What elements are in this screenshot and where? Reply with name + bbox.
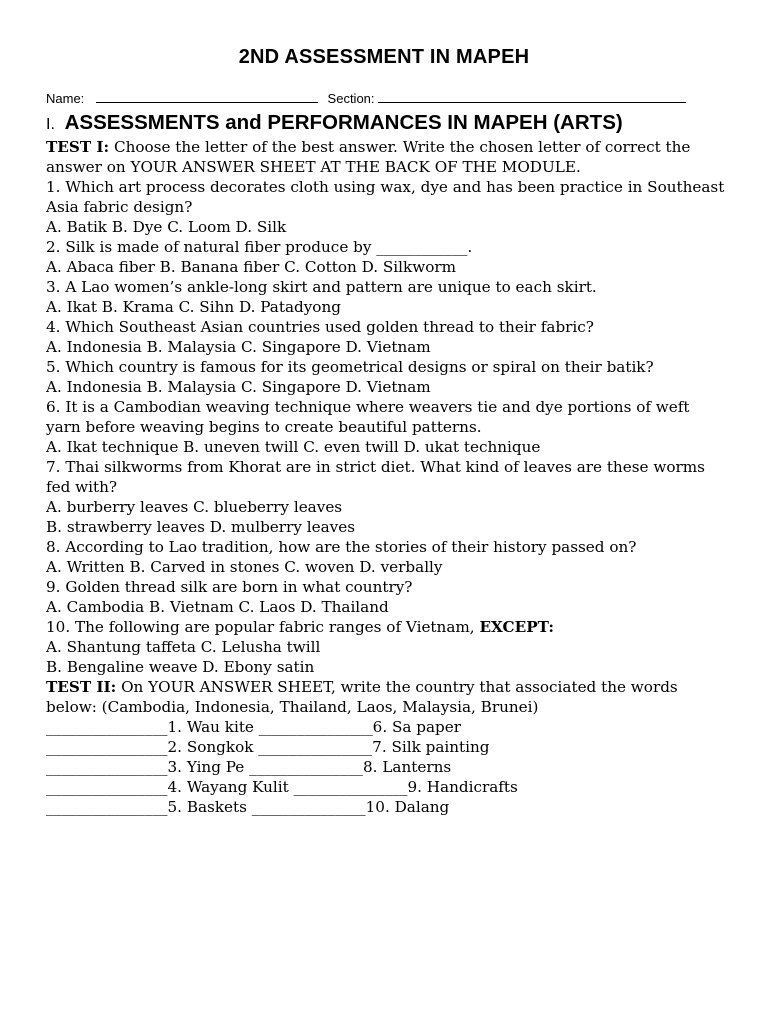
question-text: 6. It is a Cambodian weaving technique where weavers tie and dye portions of weft yarn before weaving begins to create beautiful patterns. [46, 398, 690, 436]
test2-instruction-text: On YOUR ANSWER SHEET, write the country that associated the words below: (Cambodia, Indonesia, Thailand, Laos, Malaysia, Brunei) [46, 678, 678, 716]
question-text: 7. Thai silkworms from Khorat are in strict diet. What kind of leaves are these worms fed with? [46, 458, 705, 496]
answer-options: A. Indonesia B. Malaysia C. Singapore D. Vietnam [46, 338, 431, 356]
question-text: 10. The following are popular fabric ranges of Vietnam, [46, 618, 475, 636]
test2-item-row: ________________5. Baskets _______________10. Dalang [46, 798, 450, 816]
question-text: 3. A Lao women’s ankle-long skirt and pattern are unique to each skirt. [46, 278, 597, 296]
page-title: 2ND ASSESSMENT IN MAPEH [238, 46, 530, 68]
question-10 [46, 617, 726, 677]
answer-options: A. Abaca fiber B. Banana fiber C. Cotton D. Silkworm [46, 258, 457, 276]
question-5 [46, 357, 726, 397]
question-8 [46, 537, 726, 577]
answer-options: A. Cambodia B. Vietnam C. Laos D. Thailand [46, 598, 389, 616]
test1-label: TEST I: [46, 138, 110, 156]
question-9 [46, 577, 726, 617]
test2-item-row: ________________2. Songkok _______________7. Silk painting [46, 738, 490, 756]
question-text-row [46, 617, 726, 637]
answer-options: A. Ikat technique B. uneven twill C. even twill D. ukat technique [46, 438, 541, 456]
question-text: 2. Silk is made of natural fiber produce by ____________. [46, 238, 473, 256]
answer-options: B. strawberry leaves D. mulberry leaves [46, 518, 355, 536]
name-section-row [46, 90, 706, 106]
section-label: Section: [327, 91, 375, 106]
test1-instructions [46, 137, 726, 177]
answer-options: A. Written B. Carved in stones C. woven D. verbally [46, 558, 443, 576]
test-content [46, 137, 726, 817]
section-blank-line[interactable] [378, 90, 686, 103]
answer-options: A. Shantung taffeta C. Lelusha twill [46, 638, 321, 656]
test2-item-row: ________________3. Ying Pe _______________8. Lanterns [46, 758, 452, 776]
name-label: Name: [46, 91, 85, 106]
question-text: 4. Which Southeast Asian countries used golden thread to their fabric? [46, 318, 594, 336]
section-number: I. [46, 116, 55, 133]
question-2 [46, 237, 726, 277]
name-blank-line[interactable] [96, 90, 318, 103]
test2-label: TEST II: [46, 678, 117, 696]
question-4 [46, 317, 726, 357]
test2-item-row: ________________1. Wau kite _______________6. Sa paper [46, 718, 462, 736]
section-heading [46, 111, 623, 135]
test2-item-row: ________________4. Wayang Kulit _______________9. Handicrafts [46, 778, 518, 796]
question-text: 8. According to Lao tradition, how are the stories of their history passed on? [46, 538, 637, 556]
question-emphasis: EXCEPT: [479, 618, 554, 636]
question-3 [46, 277, 726, 317]
answer-options: A. Ikat B. Krama C. Sihn D. Patadyong [46, 298, 341, 316]
question-6 [46, 397, 726, 457]
question-text: 5. Which country is famous for its geometrical designs or spiral on their batik? [46, 358, 654, 376]
answer-options: B. Bengaline weave D. Ebony satin [46, 658, 315, 676]
answer-options: A. burberry leaves C. blueberry leaves [46, 498, 343, 516]
question-text: 1. Which art process decorates cloth using wax, dye and has been practice in Southeast Asia fabric design? [46, 178, 725, 216]
answer-options: A. Batik B. Dye C. Loom D. Silk [46, 218, 287, 236]
question-1 [46, 177, 726, 237]
question-7 [46, 457, 726, 537]
test2-instructions [46, 677, 726, 717]
answer-options: A. Indonesia B. Malaysia C. Singapore D. Vietnam [46, 378, 431, 396]
test1-instruction-text: Choose the letter of the best answer. Write the chosen letter of correct the answer on YOUR ANSWER SHEET AT THE BACK OF THE MODULE. [46, 138, 691, 176]
question-text: 9. Golden thread silk are born in what country? [46, 578, 413, 596]
section-heading-text: ASSESSMENTS and PERFORMANCES IN MAPEH (ARTS) [64, 111, 623, 134]
